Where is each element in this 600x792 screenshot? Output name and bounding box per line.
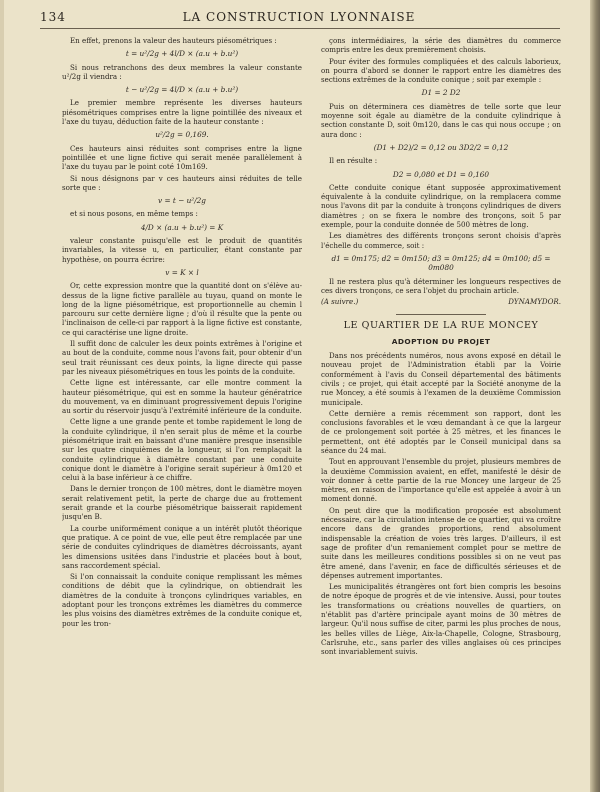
paragraph: Si nous retranchons des deux membres la valeur constante u²/2g il viendra : xyxy=(62,62,302,81)
formula: d1 = 0m175; d2 = 0m150; d3 = 0m125; d4 = 0m100; d5 = 0m080 xyxy=(331,253,551,273)
paragraph: Puis on déterminera ces diamètres de telle sorte que leur moyenne soit égale au diamètre de la conduite cylindrique à section constante D, soit 0m120, dans le cas qui nous occupe ; on aura donc : xyxy=(321,101,561,139)
formula: 4/D × (a.u + b.u²) = K xyxy=(140,222,224,232)
journal-title: LA CONSTRUCTION LYONNAISE xyxy=(182,10,416,24)
paragraph: Dans le dernier tronçon de 100 mètres, dont le diamètre moyen serait relativement petit, la perte de charge due au frottement serait grande et la courbe piésométrique baisserait rapidement jusqu'en B. xyxy=(62,484,302,522)
formula: t − u²/2g = 4l/D × (a.u + b.u²) xyxy=(125,85,239,95)
scan-edge xyxy=(0,0,4,792)
article-title: LE QUARTIER DE LA RUE MONCEY xyxy=(343,320,539,332)
paragraph: Il suffit donc de calculer les deux points extrêmes à l'origine et au bout de la conduite, comme nous l'avons fait, pour obtenir d'un seul trait réunissant ces deux points, la ligne directe qui passe par les niveaux piésométriques en tous les points de la conduite. xyxy=(62,339,302,376)
formula: (D1 + D2)/2 = 0,12 ou 3D2/2 = 0,12 xyxy=(373,142,509,152)
to-be-continued: (A suivre.) xyxy=(321,297,359,307)
signature-row xyxy=(321,297,561,306)
paragraph: valeur constante puisqu'elle est le produit de quantités invariables, la vitesse u, en particulier, étant constante par hypothèse, on pourra écrire: xyxy=(62,236,302,264)
paragraph: çons intermédiaires, la série des diamètres du commerce compris entre les deux premièrement choisis. xyxy=(321,36,561,55)
paragraph: Les diamètres des différents tronçons seront choisis d'après l'échelle du commerce, soit : xyxy=(321,231,561,250)
paragraph: En effet, prenons la valeur des hauteurs piésométriques : xyxy=(70,36,277,45)
paragraph: Cette ligne a une grande pente et tombe rapidement le long de la conduite cylindrique, il n'en serait plus de même et la courbe piésométrique irait en baissant d'une manière presque insensible sur les quatre cinquièmes de la longueur, si l'on remplaçait la conduite cylindrique à diamètre constant par une conduite conique dont le diamètre à l'origine serait supérieur à 0m120 et celui à la base inférieur à ce chiffre. xyxy=(62,417,302,483)
paragraph: On peut dire que la modification proposée est absolument nécessaire, car la circulation intense de ce quartier, qui va croître encore dans de grandes proportions, rend absolument indispensable la création de voies très larges. D'ailleurs, il est sage de profiter d'un remaniement complet pour se mettre de suite dans les meilleures conditions possibles si on ne veut pas être amené, dans l'avenir, en face de difficultés sérieuses et de dépenses autrement importantes. xyxy=(321,505,561,580)
formula: D2 = 0,080 et D1 = 0,160 xyxy=(392,169,490,179)
paragraph: Cette dernière a remis récemment son rapport, dont les conclusions favorables et le vœu demandant à ce que la largeur de ce prolongement soit portée à 25 mètres, et les finances le permettent, ont été adoptés par le Conseil municipal dans sa séance du 24 mai. xyxy=(321,408,561,455)
paragraph: Si nous désignons par v ces hauteurs ainsi réduites de telle sorte que : xyxy=(62,173,302,192)
paragraph: Il ne restera plus qu'à déterminer les longueurs respectives de ces divers tronçons, ce sera l'objet du prochain article. xyxy=(321,276,561,295)
left-column xyxy=(62,36,302,781)
paragraph: Si l'on connaissait la conduite conique remplissant les mêmes conditions de débit que la cylindrique, on obtiendrait les diamètres de la conduite à tronçons cylindriques variables, en adoptant pour les tronçons extrêmes les diamètres du commerce les plus voisins des diamètres extrêmes de la conduite conique et, pour les tron- xyxy=(62,572,302,628)
paragraph: Dans nos précédents numéros, nous avons exposé en détail le nouveau projet de l'Administration établi par la Voirie conformément à l'avis du Conseil départemental des bâtiments civils ; ce projet, qui était accepté par la Société anonyme de la rue Moncey, a été soumis à l'examen de la deuxième Commission municipale. xyxy=(321,351,561,407)
author-signature: DYNAMYDOR. xyxy=(508,297,561,307)
paragraph: Les municipalités étrangères ont fort bien compris les besoins de notre époque de progrès et de vie intensive. Aussi, pour toutes les transformations ou créations nouvelles de quartiers, on n'établit pas d'artère principale ayant moins de 30 mètres de largeur. Qu'il nous suffise de citer, parmi les plus proches de nous, les belles villes de Liège, Aix-la-Chapelle, Cologne, Strasbourg, Carlsruhe, etc., sans parler des villes anglaises où ces principes sont invariablement suivis. xyxy=(321,582,561,657)
paragraph: Il en résulte : xyxy=(329,156,378,166)
section-divider xyxy=(396,314,486,315)
right-column xyxy=(321,36,561,781)
formula: D1 = 2 D2 xyxy=(421,88,461,98)
formula: v = K × l xyxy=(165,267,199,277)
article-subtitle: ADOPTION DU PROJET xyxy=(391,336,491,346)
paragraph: La courbe uniformément conique a un intérêt plutôt théorique que pratique. A ce point de vue, elle peut être remplacée par une série de conduites cylindriques de diamètres décroissants, ayant les dimensions usitées dans l'industrie et placées bout à bout, sans raccordement spécial. xyxy=(62,523,302,570)
paragraph: Ces hauteurs ainsi réduites sont comprises entre la ligne pointillée et une ligne fictive qui serait menée parallèlement à l'axe du tuyau par le point coté 10m169. xyxy=(62,143,302,172)
paragraph: Cette ligne est intéressante, car elle montre comment la hauteur piésométrique, qui est en somme la hauteur génératrice du mouvement, va en diminuant progressivement depuis l'origine au sortir du réservoir jusqu'à l'extrémité inférieure de la conduite. xyxy=(62,378,302,416)
formula: t = u²/2g + 4l/D × (a.u + b.u²) xyxy=(125,49,239,59)
formula: v = t − u²/2g xyxy=(158,196,206,206)
paragraph: Cette conduite conique étant supposée approximativement équivalente à la conduite cylindrique, on la remplacera comme nous l'avons dit par la conduite à tronçons cylindriques de divers diamètres ; on se fixera le nombre des tronçons, soit 5 par exemple, pour la conduite donnée de 500 mètres de long. xyxy=(321,182,561,230)
paragraph: Or, cette expression montre que la quantité dont on s'élève au-dessus de la ligne fictive parallèle au tuyau, quand on monte le long de la ligne piésométrique, est proportionnelle au chemin l parcouru sur cette dernière ligne ; d'où il résulte que la pente ou l'inclinaison de celle-ci par rapport à la ligne fictive est constante, ce qui caractérise une ligne droite. xyxy=(62,281,302,337)
formula: u²/2g = 0,169. xyxy=(155,130,209,140)
paragraph: Pour éviter des formules compliquées et des calculs laborieux, on pourra d'abord se donner le rapport entre les diamètres des sections extrêmes de la conduite conique ; soit par exemple : xyxy=(321,56,561,85)
paragraph: Tout en approuvant l'ensemble du projet, plusieurs membres de la deuxième Commission avaient, en effet, manifesté le désir de voir donner à cette partie de la rue Moncey une largeur de 25 mètres, en raison de l'importance qu'elle est appelée à avoir à un moment donné. xyxy=(321,457,561,504)
paragraph: et si nous posons, en même temps : xyxy=(70,209,198,219)
paragraph: Le premier membre représente les diverses hauteurs piésométriques comprises entre la ligne pointillée des niveaux et l'axe du tuyau, déduction faite de la hauteur constante : xyxy=(62,98,302,127)
page-header xyxy=(40,6,560,29)
page-number: 134 xyxy=(40,10,66,24)
